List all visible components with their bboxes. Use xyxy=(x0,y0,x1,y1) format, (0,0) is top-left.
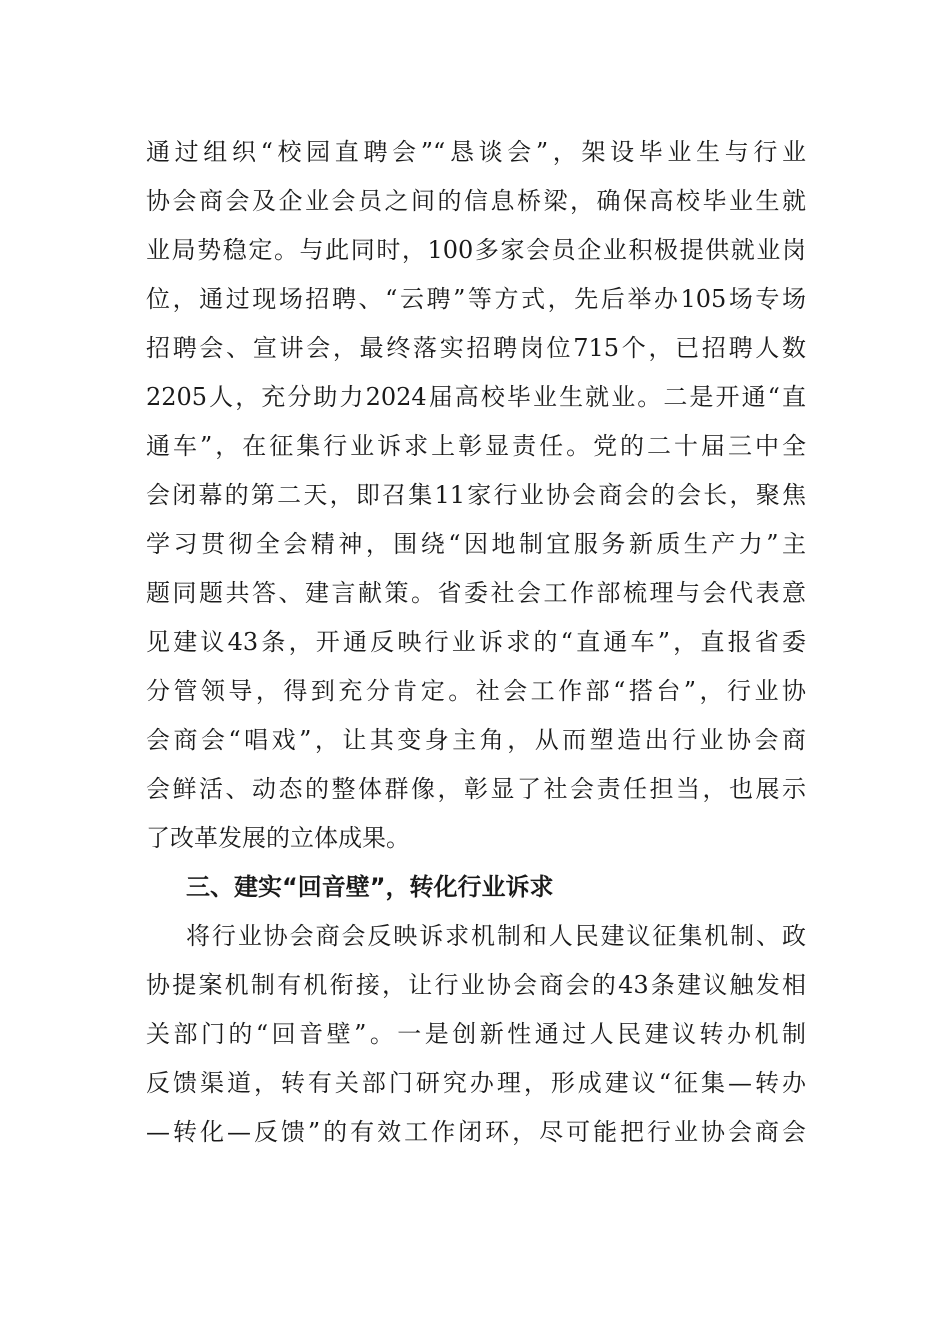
text-line: 将行业协会商会反映诉求机制和人民建议征集机制、政 xyxy=(186,922,806,950)
text-line: 协提案机制有机衔接，让行业协会商会的43条建议触发相 xyxy=(146,971,806,999)
text-line: 分管领导，得到充分肯定。社会工作部“搭台”，行业协 xyxy=(146,677,806,705)
text-line: 2205人，充分助力2024届高校毕业生就业。二是开通“直 xyxy=(146,383,806,411)
text-line: 位，通过现场招聘、“云聘”等方式，先后举办105场专场 xyxy=(146,285,806,313)
text-line: 协会商会及企业会员之间的信息桥梁，确保高校毕业生就 xyxy=(146,187,806,215)
paragraph-1 xyxy=(146,128,806,863)
text-line: 会闭幕的第二天，即召集11家行业协会商会的会长，聚焦 xyxy=(146,481,806,509)
text-line: 通过组织“校园直聘会”“恳谈会”，架设毕业生与行业 xyxy=(146,138,806,166)
text-line: 通车”，在征集行业诉求上彰显责任。党的二十届三中全 xyxy=(146,432,806,460)
text-line: 反馈渠道，转有关部门研究办理，形成建议“征集—转办 xyxy=(146,1069,806,1097)
text-line: 招聘会、宣讲会，最终落实招聘岗位715个，已招聘人数 xyxy=(146,334,806,362)
text-line: 业局势稳定。与此同时，100多家会员企业积极提供就业岗 xyxy=(146,236,806,264)
text-line: 见建议43条，开通反映行业诉求的“直通车”，直报省委 xyxy=(146,628,806,656)
document-body xyxy=(146,128,806,1157)
text-line: —转化—反馈”的有效工作闭环，尽可能把行业协会商会 xyxy=(146,1118,806,1146)
text-line: 会鲜活、动态的整体群像，彰显了社会责任担当，也展示 xyxy=(146,775,806,803)
text-line: 了改革发展的立体成果。 xyxy=(146,824,410,852)
text-line: 学习贯彻全会精神，围绕“因地制宜服务新质生产力”主 xyxy=(146,530,806,558)
text-line: 题同题共答、建言献策。省委社会工作部梳理与会代表意 xyxy=(146,579,806,607)
paragraph-2 xyxy=(146,912,806,1157)
text-line: 关部门的“回音壁”。一是创新性通过人民建议转办机制 xyxy=(146,1020,806,1048)
text-line: 会商会“唱戏”，让其变身主角，从而塑造出行业协会商 xyxy=(146,726,806,754)
section-heading: 三、建实“回音壁”，转化行业诉求 xyxy=(186,873,554,901)
